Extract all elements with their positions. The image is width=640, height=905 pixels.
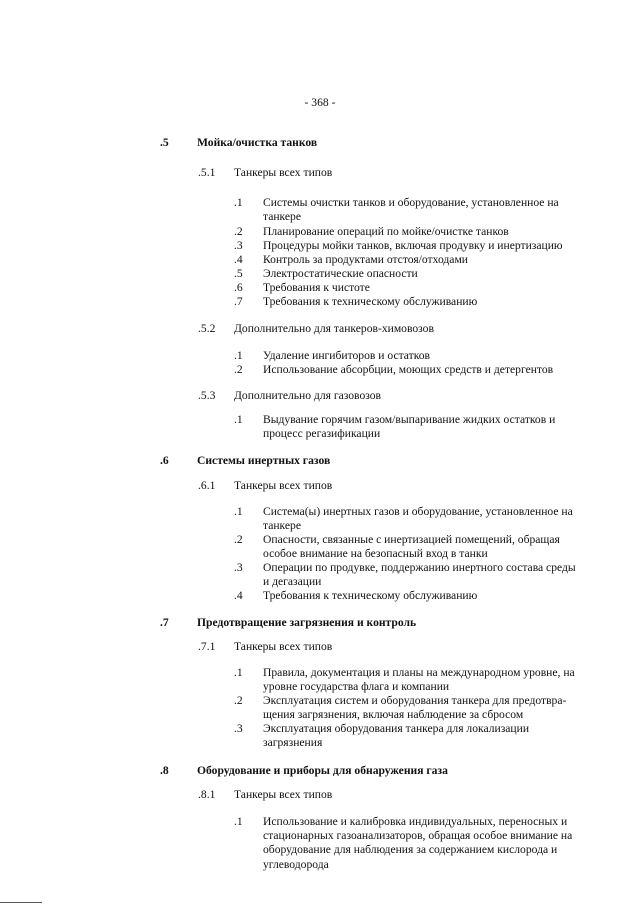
item-line: Опасности, связанные с инертизацией помещений, обращая xyxy=(263,533,560,546)
subsection-title: Дополнительно для газовозов xyxy=(234,389,382,402)
item-line: загрязнения xyxy=(263,736,323,750)
list-item xyxy=(263,413,611,441)
list-item: Удаление ингибиторов и остатков xyxy=(263,349,431,362)
list-item xyxy=(263,561,611,589)
item-line: Системы очистки танков и оборудование, установленное на xyxy=(263,196,559,209)
item-line: процесс регазификации xyxy=(263,427,381,441)
item-number: .3 xyxy=(234,239,243,252)
item-line: Система(ы) инертных газов и оборудование, установленное на xyxy=(263,505,573,518)
subsection-number: .6.1 xyxy=(198,479,216,492)
item-line: щения загрязнения, включая наблюдение за сбросом xyxy=(263,708,524,722)
list-item xyxy=(263,815,611,872)
item-line: танкере xyxy=(263,519,301,533)
item-line: Использование и калибровка индивидуальных, переносных и xyxy=(263,815,568,828)
item-line: Выдувание горячим газом/выпаривание жидких остатков и xyxy=(263,413,556,426)
item-number: .3 xyxy=(234,561,243,574)
item-line: Эксплуатация оборудования танкера для локализации xyxy=(263,722,530,735)
item-number: .1 xyxy=(234,666,243,679)
subsection-number: .5.1 xyxy=(198,166,216,179)
item-line: Правила, документация и планы на международном уровне, на xyxy=(263,666,575,679)
item-number: .4 xyxy=(234,589,243,602)
list-item xyxy=(263,533,611,561)
section-number: .8 xyxy=(160,764,169,777)
item-number: .5 xyxy=(234,267,243,280)
item-line: и дегазации xyxy=(263,575,322,589)
subsection-number: .5.3 xyxy=(198,389,216,402)
section-title: Системы инертных газов xyxy=(197,454,331,467)
item-line: Операции по продувке, поддержанию инертного состава среды xyxy=(263,561,576,574)
item-line: оборудование для наблюдения за содержанием кислорода и xyxy=(263,843,558,857)
list-item xyxy=(263,196,611,224)
item-number: .7 xyxy=(234,295,243,308)
item-line: танкере xyxy=(263,210,301,224)
list-item: Требования к чистоте xyxy=(263,281,370,294)
page-edge-mark xyxy=(0,902,42,903)
item-number: .2 xyxy=(234,363,243,376)
item-number: .1 xyxy=(234,505,243,518)
list-item xyxy=(263,722,611,750)
section-title: Оборудование и приборы для обнаружения газа xyxy=(197,764,448,777)
list-item xyxy=(263,666,611,694)
list-item: Требования к техническому обслуживанию xyxy=(263,589,478,602)
subsection-title: Дополнительно для танкеров-химовозов xyxy=(234,322,434,335)
item-line: стационарных газоанализаторов, обращая особое внимание на xyxy=(263,829,573,843)
section-title: Мойка/очистка танков xyxy=(197,136,318,149)
section-title: Предотвращение загрязнения и контроль xyxy=(197,616,417,629)
list-item: Планирование операций по мойке/очистке танков xyxy=(263,225,509,238)
list-item: Процедуры мойки танков, включая продувку и инертизацию xyxy=(263,239,563,252)
list-item: Контроль за продуктами отстоя/отходами xyxy=(263,253,468,266)
subsection-title: Танкеры всех типов xyxy=(234,479,333,492)
section-number: .7 xyxy=(160,616,169,629)
section-number: .5 xyxy=(160,136,169,149)
subsection-number: .7.1 xyxy=(198,640,216,653)
item-number: .2 xyxy=(234,225,243,238)
section-number: .6 xyxy=(160,454,169,467)
list-item xyxy=(263,694,611,722)
list-item xyxy=(263,505,611,533)
list-item: Электростатические опасности xyxy=(263,267,418,280)
list-item: Требования к техническому обслуживанию xyxy=(263,295,478,308)
item-number: .1 xyxy=(234,815,243,828)
subsection-number: .8.1 xyxy=(198,788,216,801)
item-line: углеводорода xyxy=(263,857,329,871)
item-number: .1 xyxy=(234,413,243,426)
item-number: .4 xyxy=(234,253,243,266)
list-item: Использование абсорбции, моющих средств и детергентов xyxy=(263,363,554,376)
item-line: уровне государства флага и компании xyxy=(263,680,450,694)
subsection-title: Танкеры всех типов xyxy=(234,640,333,653)
item-line: особое внимание на безопасный вход в танки xyxy=(263,547,488,561)
item-number: .3 xyxy=(234,722,243,735)
subsection-title: Танкеры всех типов xyxy=(234,788,333,801)
item-number: .2 xyxy=(234,694,243,707)
item-number: .2 xyxy=(234,533,243,546)
item-number: .1 xyxy=(234,349,243,362)
page-number: - 368 - xyxy=(304,96,336,109)
subsection-number: .5.2 xyxy=(198,322,216,335)
subsection-title: Танкеры всех типов xyxy=(234,166,333,179)
item-number: .1 xyxy=(234,196,243,209)
item-number: .6 xyxy=(234,281,243,294)
item-line: Эксплуатация систем и оборудования танкера для предотвра- xyxy=(263,694,567,707)
